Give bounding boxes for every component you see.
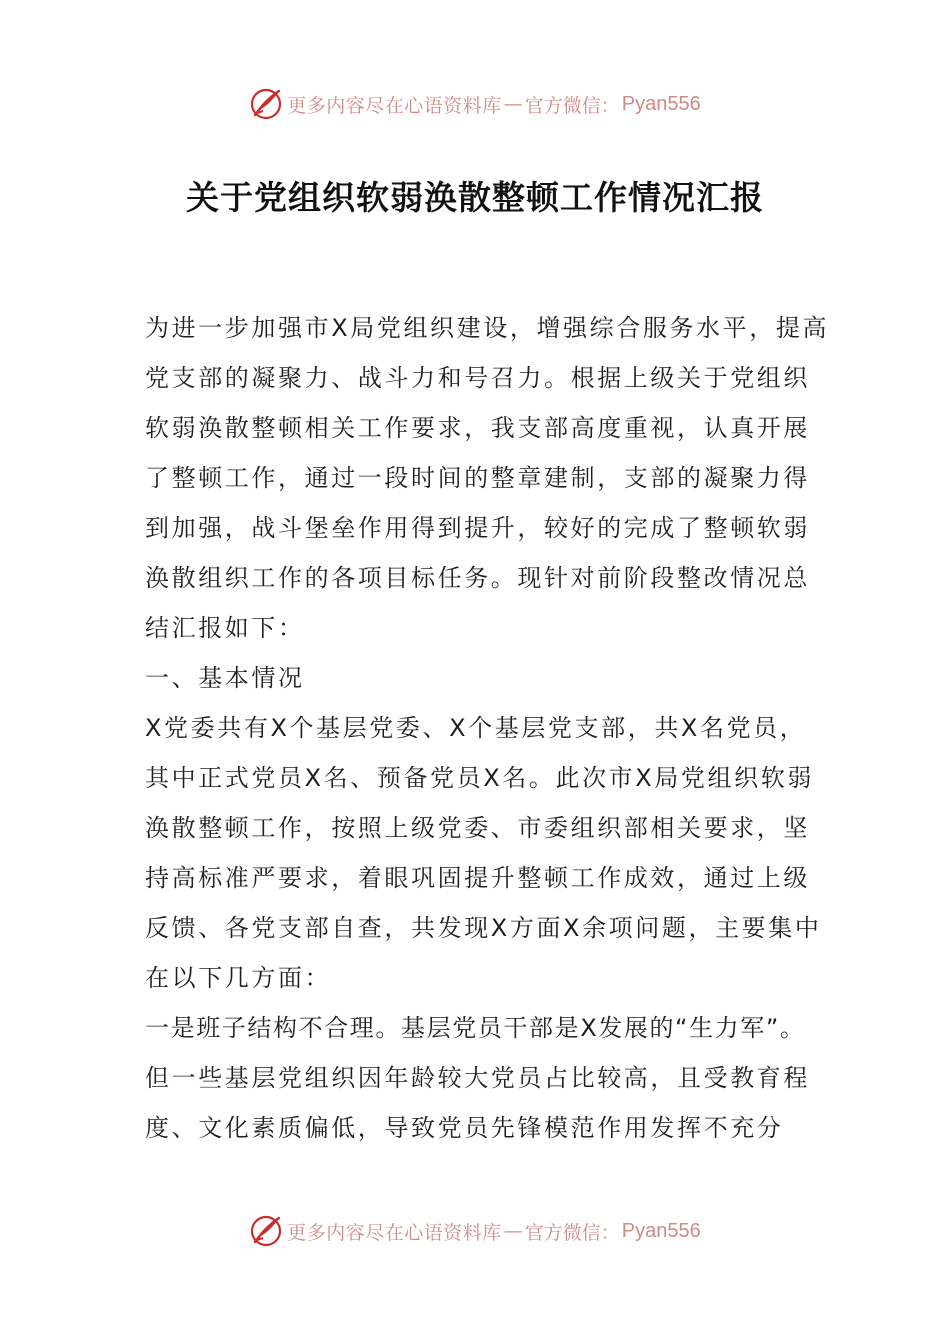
body-line: 但一些基层党组织因年龄较大党员占比较高，且受教育程 bbox=[145, 1064, 810, 1092]
watermark-dash: — bbox=[503, 1220, 523, 1242]
watermark-text: 更多内容尽在心语资料库 bbox=[287, 94, 502, 117]
watermark-dash: — bbox=[503, 93, 523, 115]
watermark-label: 官方微信： bbox=[524, 1221, 620, 1244]
body-line: 持高标准严要求，着眼巩固提升整顿工作成效，通过上级 bbox=[145, 864, 810, 892]
body-line: 结汇报如下： bbox=[145, 614, 305, 642]
footer-watermark bbox=[0, 1211, 950, 1251]
watermark-wechat-id: Pyan556 bbox=[621, 1219, 701, 1242]
body-line: 涣散组织工作的各项目标任务。现针对前阶段整改情况总 bbox=[145, 564, 810, 592]
body-line: 涣散整顿工作，按照上级党委、市委组织部相关要求，坚 bbox=[145, 814, 810, 842]
document-body bbox=[145, 303, 830, 1153]
document-title: 关于党组织软弱涣散整顿工作情况汇报 bbox=[186, 178, 764, 217]
watermark-label: 官方微信： bbox=[524, 94, 620, 117]
body-line: X党委共有X个基层党委、X个基层党支部，共X名党员， bbox=[145, 714, 807, 742]
body-line: 一是班子结构不合理。基层党员干部是X发展的“生力军”。 bbox=[145, 1014, 806, 1042]
header-watermark bbox=[0, 84, 950, 124]
body-line: 党支部的凝聚力、战斗力和号召力。根据上级关于党组织 bbox=[145, 364, 810, 392]
body-line: 了整顿工作，通过一段时间的整章建制，支部的凝聚力得 bbox=[145, 464, 810, 492]
watermark-text: 更多内容尽在心语资料库 bbox=[287, 1221, 502, 1244]
watermark-wechat-id: Pyan556 bbox=[621, 92, 701, 115]
body-line: 软弱涣散整顿相关工作要求，我支部高度重视，认真开展 bbox=[145, 414, 810, 442]
body-line: 其中正式党员X名、预备党员X名。此次市X局党组织软弱 bbox=[145, 764, 814, 792]
body-line: 在以下几方面： bbox=[145, 964, 332, 992]
body-line: 度、文化素质偏低，导致党员先锋模范作用发挥不充分 bbox=[145, 1114, 784, 1142]
quill-logo-icon bbox=[249, 87, 283, 121]
body-line: 反馈、各党支部自查，共发现X方面X余项问题，主要集中 bbox=[145, 914, 822, 942]
body-line: 为进一步加强市X局党组织建设，增强综合服务水平，提高 bbox=[145, 314, 830, 342]
quill-logo-icon bbox=[249, 1214, 283, 1248]
body-line: 到加强，战斗堡垒作用得到提升，较好的完成了整顿软弱 bbox=[145, 514, 810, 542]
section-heading: 一、基本情况 bbox=[145, 664, 305, 692]
